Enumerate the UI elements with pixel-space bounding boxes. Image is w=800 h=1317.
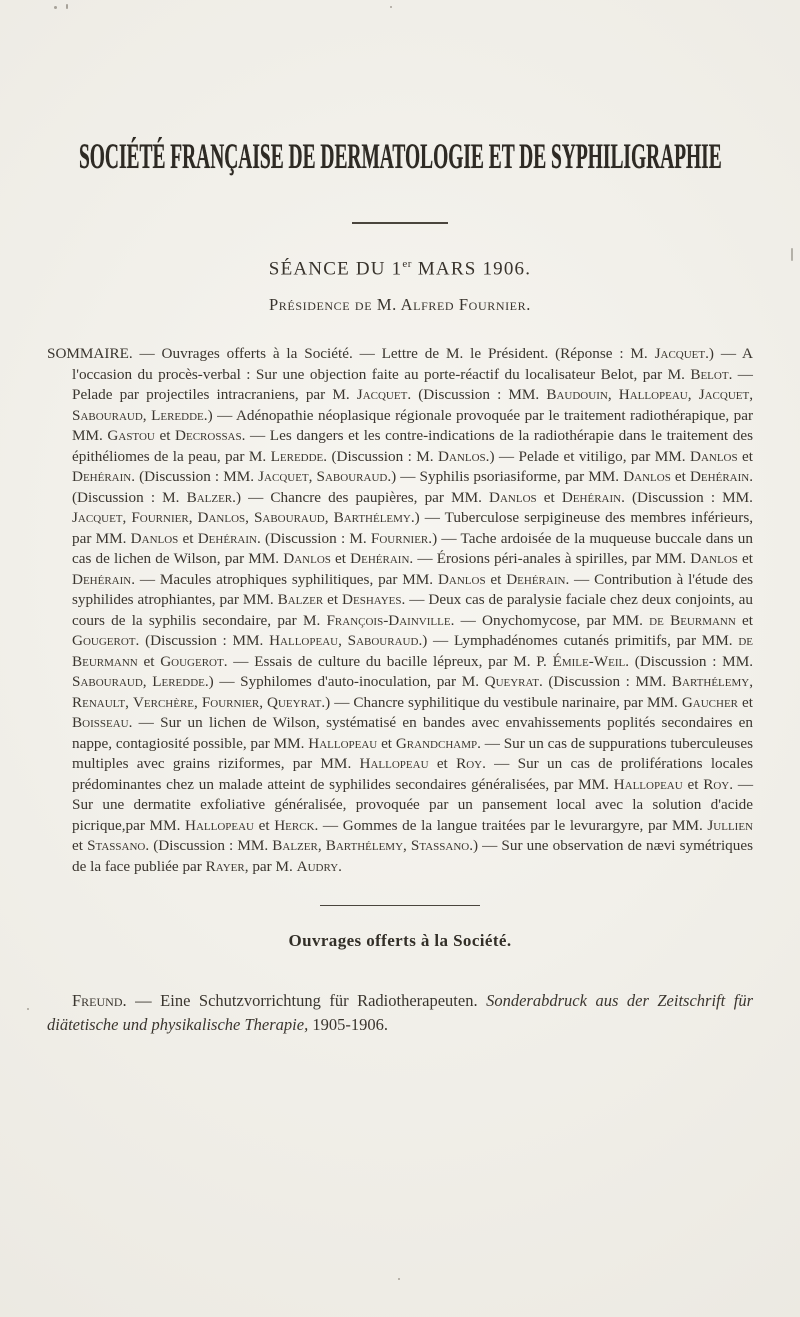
scan-artifact-speck: [66, 4, 68, 9]
presidence-line: Présidence de M. Alfred Fournier.: [269, 295, 531, 315]
scan-artifact-speck: [54, 6, 57, 9]
seance-ordinal-superscript: er: [402, 258, 412, 270]
scan-artifact-speck: [791, 248, 793, 261]
scan-artifact-speck: [27, 1008, 29, 1010]
seance-heading: [0, 258, 800, 280]
scan-artifact-speck: [390, 6, 392, 8]
seance-heading-prefix: SÉANCE DU 1: [268, 258, 403, 280]
offerings-heading: Ouvrages offerts à la Société.: [288, 931, 512, 951]
title-divider-rule: [352, 222, 448, 224]
scan-artifact-speck: [398, 1278, 400, 1280]
section-divider-rule: [320, 905, 480, 906]
offerings-entry: Freund. — Eine Schutzvorrichtung für Radiotherapeuten. Sonderabdruck aus der Zeitschrift für diätetische und physikalische Therapie, 1905-1906.: [47, 991, 753, 1035]
sommaire-paragraph: SOMMAIRE. — Ouvrages offerts à la Société. — Lettre de M. le Président. (Réponse : M. Jacquet.) — A l'occasion du procès-verbal : Sur une objection faite au porte-réactif du localisateur Belot, par M. Belot. — Pelade par projectiles intracraniens, par M. Jacquet. (Discussion : MM. Baudouin, Hallopeau, Jacquet, Sabouraud, Leredde.) — Adénopathie néoplasique régionale provoquée par le traitement radiothérapique, par MM. Gastou et Decrossas. — Les dangers et les contre-indications de la radiothérapie dans le traitement des épithéliomes de la peau, par M. Leredde. (Discussion : M. Danlos.) — Pelade et vitiligo, par MM. Danlos et Dehérain. (Discussion : MM. Jacquet, Sabouraud.) — Syphilis psoriasiforme, par MM. Danlos et Dehérain. (Discussion : M. Balzer.) — Chancre des paupières, par MM. Danlos et Dehérain. (Discussion : MM. Jacquet, Fournier, Danlos, Sabouraud, Barthélemy.) — Tuberculose serpigineuse des membres inférieurs, par MM. Danlos et Dehérain. (Discussion : M. Fournier.) — Tache ardoisée de la muqueuse buccale dans un cas de lichen de Wilson, par MM. Danlos et Dehérain. — Érosions péri-anales à spirilles, par MM. Danlos et Dehérain. — Macules atrophiques syphilitiques, par MM. Danlos et Dehérain. — Contribution à l'étude des syphilides atrophiantes, par MM. Balzer et Deshayes. — Deux cas de paralysie faciale chez deux conjoints, au cours de la syphilis secondaire, par M. François-Dainville. — Onychomycose, par MM. de Beurmann et Gougerot. (Discussion : MM. Hallopeau, Sabouraud.) — Lymphadénomes cutanés primitifs, par MM. de Beurmann et Gougerot. — Essais de culture du bacille lépreux, par M. P. Émile-Weil. (Discussion : MM. Sabouraud, Leredde.) — Syphilomes d'auto-inoculation, par M. Queyrat. (Discussion : MM. Barthélemy, Renault, Verchère, Fournier, Queyrat.) — Chancre syphilitique du vestibule narinaire, par MM. Gaucher et Boisseau. — Sur un lichen de Wilson, systématisé en bandes avec envahissements poplités secondaires en nappe, contagiosité possible, par MM. Hallopeau et Grandchamp. — Sur un cas de suppurations tuberculeuses multiples avec grains riziformes, par MM. Hallopeau et Roy. — Sur un cas de proliférations locales prédominantes chez un malade atteint de syphilides secondaires généralisées, par MM. Hallopeau et Roy. — Sur une dermatite exfoliative généralisée, provoquée par un pansement local avec la solution d'acide picrique,par MM. Hallopeau et Herck. — Gommes de la langue traitées par le levurargyre, par MM. Jullien et Stassano. (Discussion : MM. Balzer, Barthélemy, Stassano.) — Sur une observation de nævi symétriques de la face publiée par Rayer, par M. Audry.: [47, 345, 754, 875]
masthead: [0, 0, 800, 190]
society-title: SOCIÉTÉ FRANÇAISE DE DERMATOLOGIE ET DE SYPHILIGRAPHIE: [78, 135, 722, 177]
seance-heading-suffix: MARS 1906.: [411, 258, 532, 280]
